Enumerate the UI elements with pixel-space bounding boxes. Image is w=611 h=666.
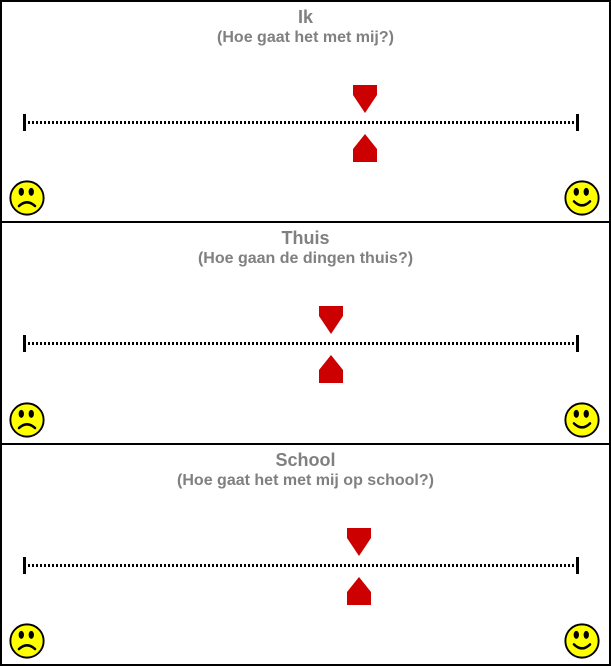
scale-right-tick <box>576 557 579 574</box>
marker-bottom-arrow-icon[interactable] <box>352 134 378 162</box>
section-title: School <box>275 449 336 470</box>
scale-right-tick <box>576 335 579 352</box>
happy-smiley-icon <box>563 401 601 439</box>
marker-bottom-arrow-icon[interactable] <box>318 355 344 383</box>
scale-dotted-line <box>24 121 577 124</box>
section-subtitle: (Hoe gaat het met mij op school?) <box>177 471 434 489</box>
scale-right-tick <box>576 114 579 131</box>
sad-smiley-icon <box>8 401 46 439</box>
scale-dotted-line <box>24 564 577 567</box>
vas-section-ik <box>2 2 609 223</box>
section-title: Thuis <box>281 228 330 249</box>
vas-section-school <box>2 445 609 664</box>
section-subtitle: (Hoe gaat het met mij?) <box>217 29 394 46</box>
section-subtitle: (Hoe gaan de dingen thuis?) <box>197 250 414 268</box>
marker-top-arrow-icon[interactable] <box>352 85 378 113</box>
happy-smiley-icon <box>563 622 601 660</box>
vas-section-thuis <box>2 223 609 444</box>
section-title: Ik <box>297 7 313 27</box>
marker-bottom-arrow-icon[interactable] <box>346 577 372 605</box>
sad-smiley-icon <box>8 622 46 660</box>
scale-dotted-line <box>24 342 577 345</box>
happy-smiley-icon <box>563 179 601 217</box>
marker-top-arrow-icon[interactable] <box>318 306 344 334</box>
sad-smiley-icon <box>8 179 46 217</box>
marker-top-arrow-icon[interactable] <box>346 528 372 556</box>
